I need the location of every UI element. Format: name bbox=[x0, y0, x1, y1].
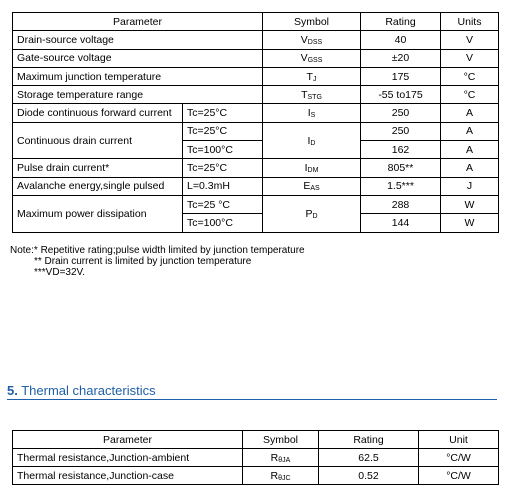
param-cell: Pulse drain current* bbox=[13, 159, 183, 177]
param-cell: Maximum junction temperature bbox=[13, 67, 263, 85]
unit-cell: A bbox=[441, 104, 499, 122]
param-cell: Thermal resistance,Junction-case bbox=[13, 467, 243, 485]
param-cell: Storage temperature range bbox=[13, 86, 263, 104]
symbol-cell: $E_{AS}$ bbox=[263, 177, 361, 195]
note-line-1: Note:* Repetitive rating;pulse width limited by junction temperature bbox=[10, 245, 305, 256]
rating-cell: 62.5 bbox=[319, 449, 419, 467]
rating-cell: 288 bbox=[361, 195, 441, 213]
header-symbol: Symbol bbox=[263, 13, 361, 31]
table-row bbox=[13, 195, 499, 213]
symbol-cell: $R_{\theta JA}$ bbox=[243, 449, 319, 467]
header-parameter: Parameter bbox=[13, 431, 243, 449]
symbol-cell: $T_{STG}$ bbox=[263, 86, 361, 104]
rating-cell: ±20 bbox=[361, 49, 441, 67]
table-row bbox=[13, 177, 499, 195]
note-line-2: ** Drain current is limited by junction temperature bbox=[34, 256, 252, 267]
rating-cell: 175 bbox=[361, 67, 441, 85]
rating-cell: 250 bbox=[361, 104, 441, 122]
table-notes bbox=[10, 245, 305, 278]
absolute-ratings-table bbox=[12, 12, 499, 233]
param-cell: Drain-source voltage bbox=[13, 31, 263, 49]
condition-cell: Tc=25 °C bbox=[183, 195, 263, 213]
rating-cell: 250 bbox=[361, 122, 441, 140]
param-cell: Continuous drain current bbox=[13, 122, 183, 159]
rating-cell: 0.52 bbox=[319, 467, 419, 485]
symbol-cell: $I_D$ bbox=[263, 122, 361, 159]
table-row bbox=[13, 449, 499, 467]
header-rating: Rating bbox=[361, 13, 441, 31]
unit-cell: °C bbox=[441, 67, 499, 85]
condition-cell: Tc=100°C bbox=[183, 141, 263, 159]
header-units: Units bbox=[441, 13, 499, 31]
param-cell: Avalanche energy,single pulsed bbox=[13, 177, 183, 195]
symbol-cell: $V_{GSS}$ bbox=[263, 49, 361, 67]
rating-cell: 40 bbox=[361, 31, 441, 49]
section-heading-thermal bbox=[7, 383, 497, 400]
symbol-cell: $R_{\theta JC}$ bbox=[243, 467, 319, 485]
rating-cell: 144 bbox=[361, 214, 441, 232]
table-row bbox=[13, 104, 499, 122]
unit-cell: V bbox=[441, 31, 499, 49]
unit-cell: V bbox=[441, 49, 499, 67]
header-parameter: Parameter bbox=[13, 13, 263, 31]
condition-cell: Tc=25°C bbox=[183, 104, 263, 122]
table-row bbox=[13, 31, 499, 49]
thermal-table bbox=[12, 430, 499, 485]
condition-cell: Tc=25°C bbox=[183, 159, 263, 177]
unit-cell: W bbox=[441, 195, 499, 213]
table-row bbox=[13, 122, 499, 140]
table-row bbox=[13, 86, 499, 104]
unit-cell: W bbox=[441, 214, 499, 232]
unit-cell: A bbox=[441, 141, 499, 159]
unit-cell: J bbox=[441, 177, 499, 195]
table-row bbox=[13, 467, 499, 485]
table-header-row bbox=[13, 431, 499, 449]
header-unit: Unit bbox=[419, 431, 499, 449]
symbol-cell: $P_D$ bbox=[263, 195, 361, 232]
header-symbol: Symbol bbox=[243, 431, 319, 449]
rating-cell: 162 bbox=[361, 141, 441, 159]
table-row bbox=[13, 67, 499, 85]
unit-cell: A bbox=[441, 122, 499, 140]
param-cell: Thermal resistance,Junction-ambient bbox=[13, 449, 243, 467]
section-title: Thermal characteristics bbox=[17, 383, 156, 398]
unit-cell: A bbox=[441, 159, 499, 177]
symbol-cell: $T_J$ bbox=[263, 67, 361, 85]
table-header-row bbox=[13, 13, 499, 31]
param-cell: Gate-source voltage bbox=[13, 49, 263, 67]
condition-cell: Tc=25°C bbox=[183, 122, 263, 140]
unit-cell: °C/W bbox=[419, 449, 499, 467]
param-cell: Maximum power dissipation bbox=[13, 195, 183, 232]
table-row bbox=[13, 49, 499, 67]
unit-cell: °C/W bbox=[419, 467, 499, 485]
header-rating: Rating bbox=[319, 431, 419, 449]
rating-cell: 1.5*** bbox=[361, 177, 441, 195]
symbol-cell: $V_{DSS}$ bbox=[263, 31, 361, 49]
symbol-cell: $I_{DM}$ bbox=[263, 159, 361, 177]
rating-cell: -55 to175 bbox=[361, 86, 441, 104]
rating-cell: 805** bbox=[361, 159, 441, 177]
table-row bbox=[13, 159, 499, 177]
param-cell: Diode continuous forward current bbox=[13, 104, 183, 122]
symbol-cell: $I_S$ bbox=[263, 104, 361, 122]
condition-cell: Tc=100°C bbox=[183, 214, 263, 232]
note-line-3: ***VD=32V. bbox=[34, 267, 86, 278]
section-number: 5. bbox=[7, 383, 18, 398]
condition-cell: L=0.3mH bbox=[183, 177, 263, 195]
unit-cell: °C bbox=[441, 86, 499, 104]
